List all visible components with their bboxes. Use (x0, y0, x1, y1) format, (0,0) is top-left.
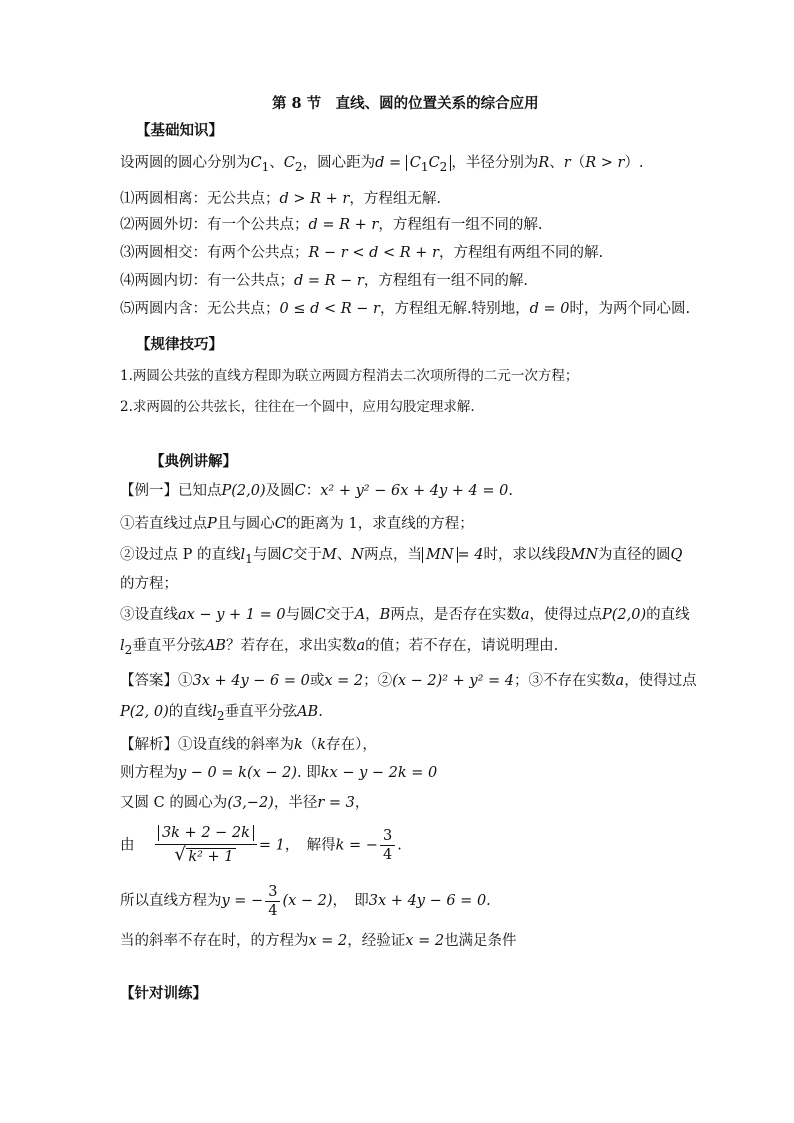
answer-line-1: 【答案】①3x + 4y − 6 = 0或x = 2；②(x − 2)² + y² = 4；③不存在实数a，使得过点 (120, 673, 697, 689)
analysis-line-4: 由 3k + 2 − 2k √ k² + 1 = 1， 解得k = − $\frac{3}{4}$ . (120, 822, 402, 869)
answer-line-2: P(2, 0)的直线$l_2$垂直平分弦AB. (120, 704, 323, 723)
section-examples-heading: 【典例讲解】 (150, 453, 237, 470)
analysis-line-6: 当的斜率不存在时，的方程为x = 2，经验证x = 2也满足条件 (120, 933, 517, 949)
section-training-heading: 【针对训练】 (120, 985, 207, 1002)
example-question-1: ①若直线过点P且与圆心C的距离为 1，求直线的方程； (120, 516, 474, 532)
analysis-line-1: 【解析】①设直线的斜率为k（k存在）， (120, 737, 377, 753)
basic-item-3: ⑶两圆相交：有两个公共点；R − r < d < R + r，方程组有两组不同的解. (120, 245, 604, 261)
example-question-3-cont: $l_2$垂直平分弦AB？若存在，求出实数a的值；若不存在，请说明理由. (120, 638, 559, 657)
tip-2: 2.求两圆的公共弦长，往往在一个圆中，应用勾股定理求解. (120, 399, 475, 415)
example-question-2: ②设过点 P 的直线$l_1$与圆C交于M、N两点，当 MN = 4时，求以线段MN为直径的圆Q (120, 547, 683, 566)
example-question-3: ③设直线ax − y + 1 = 0与圆C交于A，B两点，是否存在实数a，使得过点P(2,0)的直线 (120, 607, 690, 623)
k-fraction: $\frac{3}{4}$ (380, 827, 395, 864)
analysis-line-5: 所以直线方程为y = − $\frac{3}{4}$ (x − 2)， 即3x + 4y − 6 = 0. (120, 883, 491, 919)
basic-item-4: ⑷两圆内切：有一公共点；d = R − r，方程组有一组不同的解. (120, 273, 528, 289)
analysis-line-2: 则方程为y − 0 = k(x − 2). 即kx − y − 2k = 0 (120, 765, 438, 781)
example-statement: 【例一】已知点P(2,0)及圆C：x² + y² − 6x + 4y + 4 = 0. (120, 483, 513, 499)
distance-fraction: 3k + 2 − 2k √ k² + 1 (155, 822, 257, 869)
analysis-line-3: 又圆 C 的圆心为(3,−2)，半径r = 3， (120, 795, 370, 811)
slope-fraction: $\frac{3}{4}$ (265, 883, 280, 920)
tip-1: 1.两圆公共弦的直线方程即为联立两圆方程消去二次项所得的二元一次方程； (120, 368, 579, 384)
section-tips-heading: 【规律技巧】 (136, 336, 223, 353)
basic-intro: 设两圆的圆心分别为$C_1$、$C_2$，圆心距为$d = C_1C_2$ ，半径分别为R、r（R > r）. (120, 155, 644, 174)
example-question-2-cont: 的方程； (120, 576, 178, 592)
basic-item-5: ⑸两圆内含：无公共点；0 ≤ d < R − r，方程组无解.特别地，d = 0时，为两个同心圆. (120, 301, 691, 317)
page-title: 第 8 节 直线、圆的位置关系的综合应用 (272, 95, 539, 112)
basic-item-2: ⑵两圆外切：有一个公共点；d = R + r，方程组有一组不同的解. (120, 217, 543, 233)
section-basic-heading: 【基础知识】 (136, 122, 223, 139)
basic-item-1: ⑴两圆相离：无公共点；d > R + r，方程组无解. (120, 191, 441, 207)
